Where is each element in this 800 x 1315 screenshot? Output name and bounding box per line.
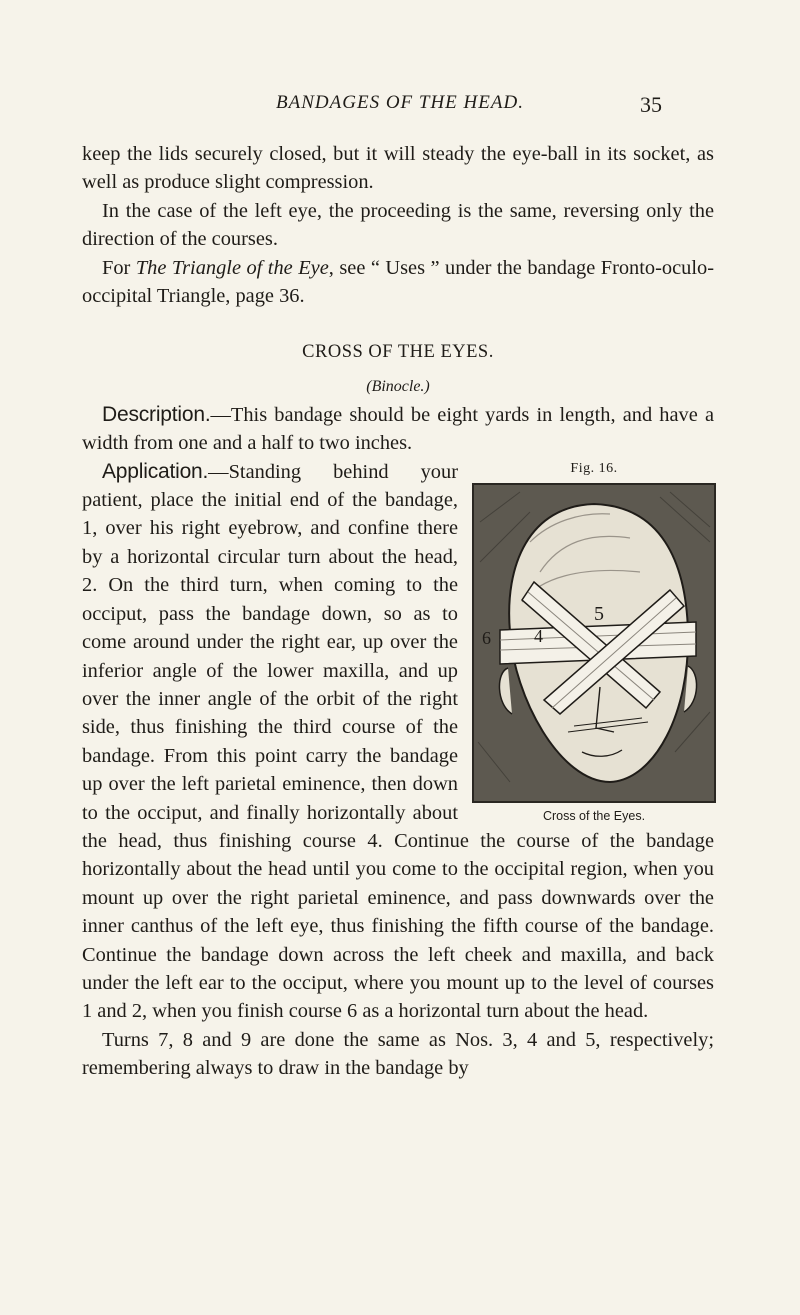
figure-label: Fig. 16.	[570, 460, 618, 476]
description-label: Description.	[102, 402, 211, 426]
figure-number-6: 6	[482, 627, 491, 648]
section-title: CROSS OF THE EYES.	[302, 342, 494, 363]
figure-number-5: 5	[594, 602, 604, 625]
application-label: Application.	[102, 459, 209, 483]
figure-caption: Cross of the Eyes.	[542, 808, 646, 823]
page-number: 35	[640, 92, 662, 117]
body-text	[82, 140, 714, 1083]
figure-illustration	[470, 482, 718, 804]
paragraph-left-eye: In the case of the left eye, the proceeding is the same, reversing only the direction of the courses.	[82, 199, 714, 251]
paragraph-reference: For The Triangle of the Eye, see “ Uses ” under the bandage Fronto-oculo-occipital Triangle, page 36.	[82, 256, 714, 308]
paragraph-description: Description.—This bandage should be eight yards in length, and have a width from one and a half to two inches.	[82, 402, 714, 455]
reference-italic-title: The Triangle of the Eye	[135, 256, 329, 279]
running-header: BANDAGES OF THE HEAD.	[276, 92, 524, 113]
paragraph-application: Application.—Standing behind your patient, place the initial end of the bandage, 1, over his right eyebrow, and confine there by a horizontal circular turn about the head, 2. On the third turn, when coming to the occiput, pass the bandage down, so as to come around under the right ear, up over the inferior angle of the lower maxilla, and up over the inner angle of the orbit of the right side, thus finishing the third course of the bandage. From this point carry the bandage up over the left parietal eminence, then down to the occiput, and finally horizontally about the head, thus finishing course 4. Continue the course of the bandage horizontally about the head until you come to the occipital region, when you mount up over the right parietal eminence, and pass downwards over the inner canthus of the left eye, thus finishing the fifth course of the bandage. Continue the bandage down across the left cheek and maxilla, and back under the left ear to the occiput, where you mount up to the level of courses 1 and 2, when you finish course 6 as a horizontal turn about the head.	[82, 459, 714, 1023]
paragraph-turns: Turns 7, 8 and 9 are done the same as Nos. 3, 4 and 5, respectively; remembering always to draw in the bandage by	[82, 1028, 714, 1080]
figure-number-4: 4	[534, 625, 543, 646]
section-subtitle: (Binocle.)	[366, 377, 430, 395]
figure-16	[470, 458, 718, 826]
paragraph-continued: keep the lids securely closed, but it will steady the eye-ball in its socket, as well as produce slight compression.	[82, 143, 714, 194]
